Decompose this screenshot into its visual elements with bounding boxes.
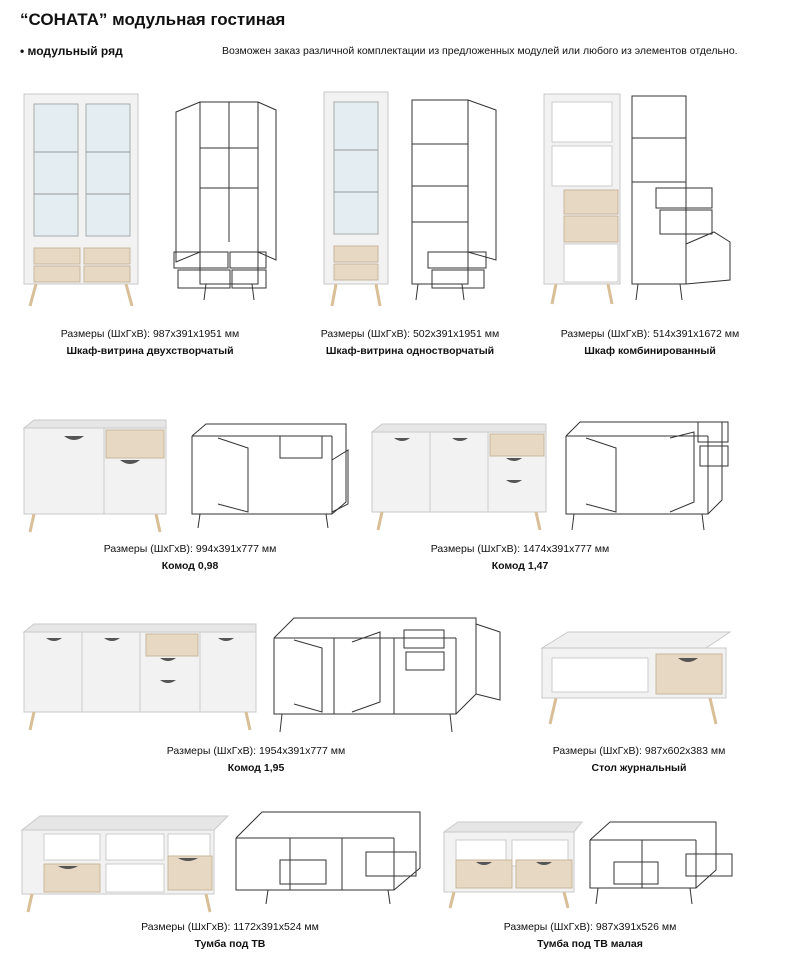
item-caption bbox=[70, 541, 310, 575]
order-note: Возможен заказ различной комплектации из предложенных модулей или любого из элементов отдельно. bbox=[222, 45, 738, 57]
item-size: Размеры (ШхГхВ): 1172х391х524 мм bbox=[141, 921, 319, 933]
item-name: Комод 0,98 bbox=[161, 560, 219, 572]
small-tv-stand-photo bbox=[440, 820, 586, 910]
item-size: Размеры (ШхГхВ): 1474х391х777 мм bbox=[430, 543, 610, 555]
small-tv-stand-drawing bbox=[586, 818, 736, 908]
item-caption bbox=[290, 326, 530, 360]
dresser-098-photo bbox=[20, 418, 170, 536]
item-name: Тумба под ТВ bbox=[194, 938, 266, 950]
double-showcase-photo bbox=[20, 92, 146, 312]
item-size: Размеры (ШхГхВ): 987х391х526 мм bbox=[503, 921, 677, 933]
page-title: “СОНАТА” модульная гостиная bbox=[20, 10, 286, 29]
single-showcase-photo bbox=[318, 90, 394, 312]
single-showcase-drawing bbox=[406, 92, 506, 307]
double-showcase-drawing bbox=[150, 92, 280, 307]
item-caption bbox=[519, 743, 759, 777]
item-caption bbox=[110, 919, 350, 953]
dresser-195-photo bbox=[20, 622, 260, 734]
item-caption bbox=[525, 326, 775, 360]
item-caption bbox=[400, 541, 640, 575]
tv-stand-drawing bbox=[232, 808, 428, 908]
item-size: Размеры (ШхГхВ): 502х391х1951 мм bbox=[320, 328, 500, 340]
item-caption bbox=[30, 326, 270, 360]
item-name: Комод 1,47 bbox=[491, 560, 549, 572]
item-name: Стол журнальный bbox=[591, 762, 687, 774]
item-caption bbox=[470, 919, 710, 953]
dresser-147-drawing bbox=[562, 418, 738, 534]
item-caption bbox=[136, 743, 376, 777]
section-label: • модульный ряд bbox=[20, 44, 123, 58]
item-name: Тумба под ТВ малая bbox=[537, 938, 643, 950]
item-size: Размеры (ШхГхВ): 987х391х1951 мм bbox=[60, 328, 240, 340]
combined-cabinet-drawing bbox=[626, 92, 736, 307]
item-name: Шкаф-витрина одностворчатый bbox=[325, 345, 495, 357]
dresser-147-photo bbox=[368, 422, 550, 534]
item-size: Размеры (ШхГхВ): 1954х391х777 мм bbox=[166, 745, 346, 757]
item-size: Размеры (ШхГхВ): 987х602х383 мм bbox=[552, 745, 726, 757]
item-name: Комод 1,95 bbox=[227, 762, 285, 774]
tv-stand-photo bbox=[18, 812, 232, 916]
item-name: Шкаф комбинированный bbox=[584, 345, 716, 357]
combined-cabinet-photo bbox=[540, 92, 624, 310]
dresser-098-drawing bbox=[188, 420, 353, 532]
coffee-table-photo bbox=[538, 628, 734, 732]
item-name: Шкаф-витрина двухстворчатый bbox=[66, 345, 234, 357]
item-size: Размеры (ШхГхВ): 994х391х777 мм bbox=[103, 543, 277, 555]
dresser-195-drawing bbox=[270, 612, 510, 738]
item-size: Размеры (ШхГхВ): 514х391х1672 мм bbox=[560, 328, 740, 340]
